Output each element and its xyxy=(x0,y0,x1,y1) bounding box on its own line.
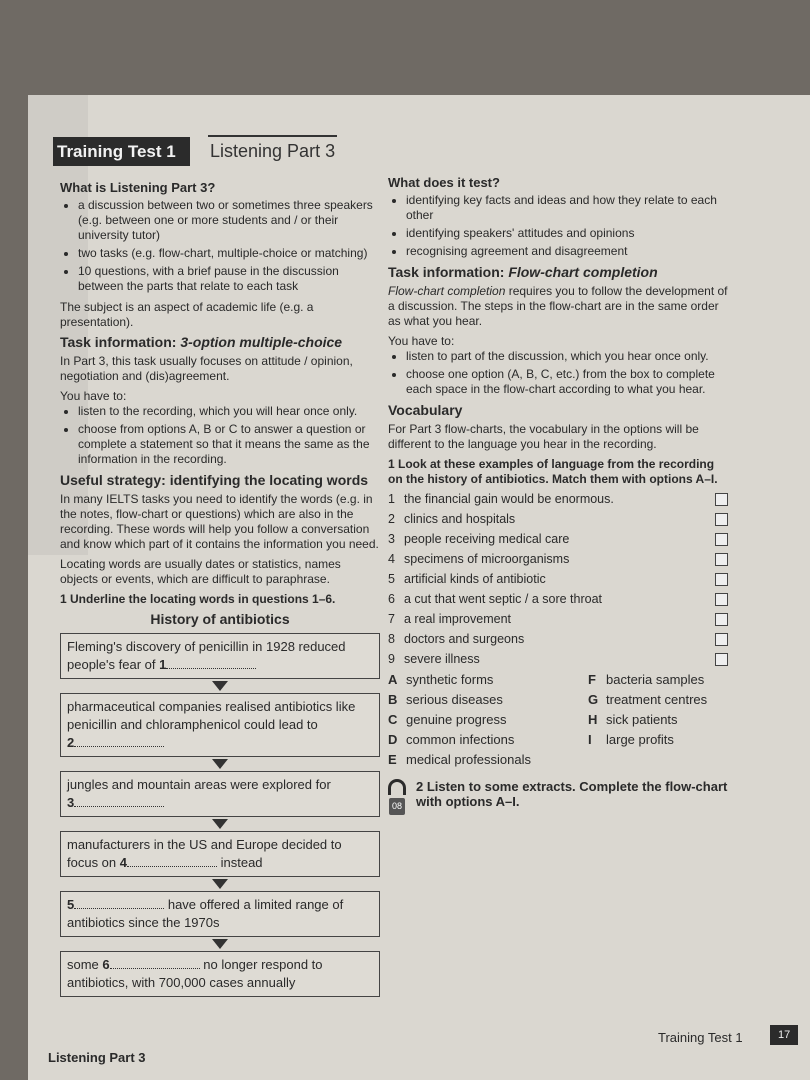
answer-checkbox[interactable] xyxy=(715,573,728,586)
tests-list xyxy=(388,193,728,259)
option-item: B serious diseases xyxy=(388,692,503,707)
listening-task-2 xyxy=(388,779,728,815)
headphones-icon[interactable] xyxy=(388,779,406,815)
down-arrow-icon xyxy=(212,681,228,691)
left-column xyxy=(60,180,380,997)
vocab-item: 9 severe illness xyxy=(388,652,728,667)
textbook-page xyxy=(28,95,810,1080)
task-list xyxy=(60,404,380,467)
test-tab: Training Test 1 xyxy=(53,137,190,166)
option-item: I large profits xyxy=(588,732,674,747)
flow-box-6: some 6 no longer respond to antibiotics, with 700,000 cases annually xyxy=(60,951,380,997)
task-para: In Part 3, this task usually focuses on attitude / opinion, negotiation and (dis)agreement. xyxy=(60,354,353,383)
flow-box-5: 5 have offered a limited range of antibiotics since the 1970s xyxy=(60,891,380,937)
vocab-item: 5 artificial kinds of antibiotic xyxy=(388,572,728,587)
what-item: • a discussion between two or sometimes three speakers (e.g. between one or more students and / or their university tutor) xyxy=(78,198,380,243)
tests-item: • recognising agreement and disagreement xyxy=(406,244,728,259)
vocab-item: 7 a real improvement xyxy=(388,612,728,627)
answer-checkbox[interactable] xyxy=(715,653,728,666)
option-item: F bacteria samples xyxy=(588,672,705,687)
task-heading: Task information: 3-option multiple-choice xyxy=(60,334,343,350)
options-box xyxy=(388,672,728,767)
flow-box-4: manufacturers in the US and Europe decided to focus on 4 instead xyxy=(60,831,380,877)
you-have-to: You have to: xyxy=(60,389,127,403)
vocab-item: 8 doctors and surgeons xyxy=(388,632,728,647)
answer-blank[interactable] xyxy=(166,667,256,669)
vocab-para: For Part 3 flow-charts, the vocabulary in the options will be different to the language you hear in the recording. xyxy=(388,422,699,451)
answer-blank[interactable] xyxy=(74,805,164,807)
right-column xyxy=(388,175,728,815)
vocab-list xyxy=(388,492,728,667)
answer-checkbox[interactable] xyxy=(715,633,728,646)
option-item: G treatment centres xyxy=(588,692,708,707)
strategy-para: In many IELTS tasks you need to identify the words (e.g. in the notes, flow-chart or questions) which are also in the recording. These words will help you follow a conversation and know which part of it contains the information you need. xyxy=(60,492,379,551)
vocab-question-1: 1 Look at these examples of language from the recording on the history of antibiotics. Match them with options A–I. xyxy=(388,457,718,486)
part-title: Listening Part 3 xyxy=(208,135,337,162)
answer-checkbox[interactable] xyxy=(715,553,728,566)
subject-text: The subject is an aspect of academic life (e.g. a presentation). xyxy=(60,300,314,329)
flow-chart-title: History of antibiotics xyxy=(150,611,290,627)
option-item: E medical professionals xyxy=(388,752,532,767)
footer-section: Listening Part 3 xyxy=(48,1050,146,1065)
answer-checkbox[interactable] xyxy=(715,513,728,526)
task-heading-right: Task information: Flow-chart completion xyxy=(388,264,658,280)
strategy-para: Locating words are usually dates or statistics, names objects or events, which are difficult to paraphrase. xyxy=(60,557,341,586)
flow-box-1: Fleming's discovery of penicillin in 1928 reduced people's fear of 1 xyxy=(60,633,380,679)
option-item: C genuine progress xyxy=(388,712,507,727)
option-item: H sick patients xyxy=(588,712,678,727)
flow-box-2: pharmaceutical companies realised antibiotics like penicillin and chloramphenicol could lead to 2 xyxy=(60,693,380,757)
footer-test: Training Test 1 xyxy=(658,1030,743,1045)
what-heading: What is Listening Part 3? xyxy=(60,180,216,195)
task-item: • choose one option (A, B, C, etc.) from the box to complete each space in the flow-chart according to what you hear. xyxy=(406,367,728,397)
option-item: D common infections xyxy=(388,732,515,747)
vocab-item: 2 clinics and hospitals xyxy=(388,512,728,527)
answer-checkbox[interactable] xyxy=(715,493,728,506)
answer-checkbox[interactable] xyxy=(715,593,728,606)
task-list-right xyxy=(388,349,728,397)
answer-blank[interactable] xyxy=(127,865,217,867)
question-2: 2 Listen to some extracts. Complete the flow-chart with options A–I. xyxy=(416,779,728,809)
vocab-item: 1 the financial gain would be enormous. xyxy=(388,492,728,507)
vocab-item: 4 specimens of microorganisms xyxy=(388,552,728,567)
option-item xyxy=(588,752,728,767)
answer-blank[interactable] xyxy=(74,907,164,909)
task-item: • choose from options A, B or C to answer a question or complete a statement so that it means the same as the information in the recording. xyxy=(78,422,380,467)
vocab-heading: Vocabulary xyxy=(388,402,463,418)
option-item: A synthetic forms xyxy=(388,672,494,687)
strategy-heading: Useful strategy: identifying the locating words xyxy=(60,472,369,488)
answer-checkbox[interactable] xyxy=(715,533,728,546)
down-arrow-icon xyxy=(212,939,228,949)
down-arrow-icon xyxy=(212,879,228,889)
tests-heading: What does it test? xyxy=(388,175,500,190)
vocab-item: 6 a cut that went septic / a sore throat xyxy=(388,592,728,607)
vocab-item: 3 people receiving medical care xyxy=(388,532,728,547)
page-number: 17 xyxy=(770,1025,798,1045)
what-list xyxy=(60,198,380,294)
answer-checkbox[interactable] xyxy=(715,613,728,626)
task-item: • listen to the recording, which you will hear once only. xyxy=(78,404,380,419)
answer-blank[interactable] xyxy=(74,745,164,747)
flow-box-3: jungles and mountain areas were explored for 3 xyxy=(60,771,380,817)
down-arrow-icon xyxy=(212,819,228,829)
tests-item: • identifying speakers' attitudes and opinions xyxy=(406,226,728,241)
down-arrow-icon xyxy=(212,759,228,769)
answer-blank[interactable] xyxy=(110,967,200,969)
question-1: 1 Underline the locating words in questions 1–6. xyxy=(60,592,336,606)
tests-item: • identifying key facts and ideas and how they relate to each other xyxy=(406,193,728,223)
you-have-to-right: You have to: xyxy=(388,334,455,348)
task-item: • listen to part of the discussion, which you hear once only. xyxy=(406,349,728,364)
what-item: • 10 questions, with a brief pause in the discussion between the parts that relate to each task xyxy=(78,264,380,294)
task-para-right: Flow-chart completion requires you to follow the development of a discussion. The steps in the flow-chart are in the same order as what you hear. xyxy=(388,284,728,328)
track-number: 08 xyxy=(389,798,405,815)
what-item: • two tasks (e.g. flow-chart, multiple-choice or matching) xyxy=(78,246,380,261)
